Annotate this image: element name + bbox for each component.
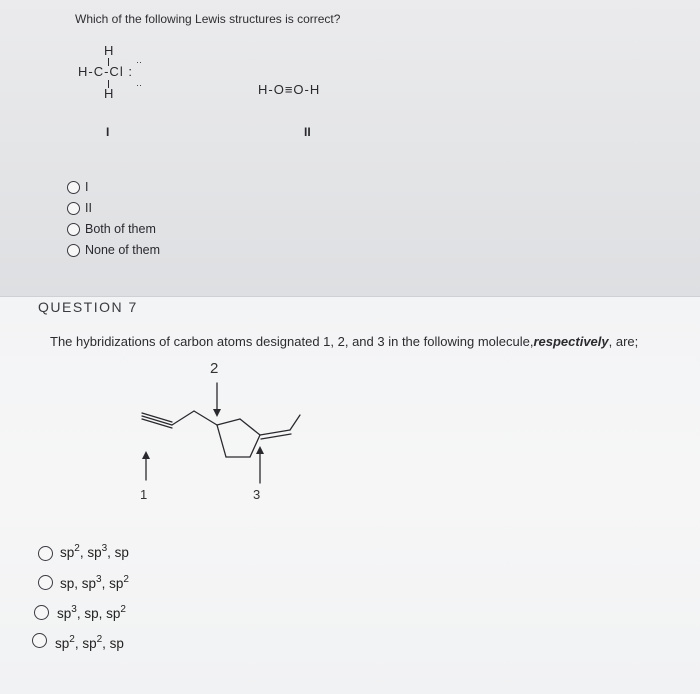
- hybrid-option-3-label: $sp^3$, sp, $sp^2$: [57, 604, 126, 621]
- lewis-structure-II: H-O≡O-H: [258, 82, 321, 97]
- structure-I-middle: H-C-Cl :: [78, 64, 133, 79]
- structure-I-caption: I: [106, 125, 110, 139]
- lone-pair-dots-top: ··: [136, 57, 142, 67]
- radio-hybrid-option-4[interactable]: [32, 633, 47, 648]
- question-7-heading: QUESTION 7: [38, 299, 138, 315]
- option-I-label: I: [85, 180, 89, 194]
- atom-label-3: 3: [253, 487, 261, 502]
- radio-option-none[interactable]: [67, 244, 80, 257]
- option-both-label: Both of them: [85, 222, 156, 236]
- radio-hybrid-option-3[interactable]: [34, 605, 49, 620]
- hybrid-option-1-label: $sp^2$, $sp^3$, sp: [60, 543, 129, 560]
- radio-option-both[interactable]: [67, 223, 80, 236]
- atom-label-2: 2: [210, 360, 219, 377]
- molecule-skeletal-structure: [120, 375, 320, 485]
- hybrid-option-2-label: sp, $sp^3$, $sp^2$: [60, 574, 129, 591]
- hybrid-option-4-label: $sp^2$, $sp^2$, sp: [55, 634, 124, 651]
- option-none-label: None of them: [85, 243, 161, 257]
- radio-hybrid-option-2[interactable]: [38, 575, 53, 590]
- radio-hybrid-option-1[interactable]: [38, 546, 53, 561]
- structure-I-bottom-h: H: [104, 86, 114, 101]
- lone-pair-dots-bottom: ··: [136, 80, 142, 90]
- question-6-prompt: Which of the following Lewis structures is correct?: [75, 12, 341, 26]
- option-II-label: II: [85, 201, 92, 215]
- radio-option-II[interactable]: [67, 202, 80, 215]
- structure-I-top-h: H: [104, 43, 114, 58]
- radio-option-I[interactable]: [67, 181, 80, 194]
- structure-II-caption: II: [304, 125, 311, 139]
- question-7-panel: [0, 296, 700, 694]
- question-7-prompt: The hybridizations of carbon atoms designated 1, 2, and 3 in the following molecule,respectively, are;: [50, 334, 639, 349]
- atom-label-1: 1: [140, 487, 148, 502]
